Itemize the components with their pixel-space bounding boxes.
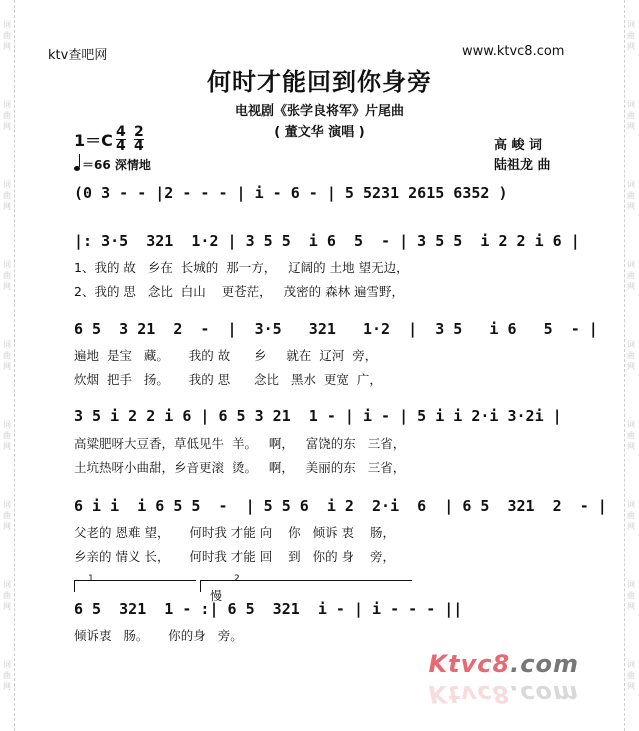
line3-lyric-verse1: 高粱肥呀大豆香，草低见牛 羊。 啊， 富饶的东 三省，: [74, 436, 406, 451]
right-side-watermark-char: 曲: [627, 351, 635, 360]
line5-notation: 6 5 321 1 - :| 6 5 321 i - | i - - - ||: [74, 600, 463, 618]
left-side-watermark-char: 曲: [3, 671, 11, 680]
left-side-watermark-char: 词: [3, 660, 11, 669]
left-side-watermark-char: 网: [3, 282, 11, 291]
line2-lyric-verse2: 炊烟 把手 扬。 我的 思 念比 黑水 更宽 广，: [74, 372, 382, 387]
line1-notation: |: 3·5 321 1·2 | 3 5 5 i 6 5 - | 3 5 5 i 2 2 i 6 |: [74, 232, 580, 250]
slow-marking: 慢: [210, 589, 223, 603]
left-side-watermark-char: 网: [3, 202, 11, 211]
time-signature-4-4: 4 4: [116, 124, 126, 154]
right-side-watermark-char: 曲: [627, 111, 635, 120]
line4-notation: 6 i i i 6 5 5 - | 5 5 6 i 2 2·i 6 | 6 5 321 2 - |: [74, 497, 607, 515]
line4-lyric-verse2: 乡亲的 情义 长， 何时我 才能 回 到 你的 身 旁，: [74, 549, 395, 564]
time-signature-2-4: 2 4: [134, 124, 144, 154]
first-ending-number: 1: [88, 574, 94, 584]
second-ending-number: 2: [234, 574, 240, 584]
right-side-watermark-char: 词: [627, 20, 635, 29]
right-side-watermark-char: 曲: [627, 431, 635, 440]
right-side-watermark-char: 网: [627, 202, 635, 211]
quarter-note-icon: [74, 166, 80, 171]
first-ending-tick: [74, 580, 75, 592]
right-side-watermark-char: 词: [627, 580, 635, 589]
right-side-watermark-char: 曲: [627, 591, 635, 600]
ktvc8-logo-reflection: Ktvc8.com: [428, 680, 579, 708]
line2-notation: 6 5 3 21 2 - | 3·5 321 1·2 | 3 5 i 6 5 - |: [74, 320, 598, 338]
left-side-watermark-char: 网: [3, 122, 11, 131]
left-side-watermark-char: 网: [3, 362, 11, 371]
right-side-watermark-char: 词: [627, 420, 635, 429]
right-side-watermark-char: 网: [627, 362, 635, 371]
lyricist-credit: 高 峻 词: [494, 138, 543, 153]
left-side-watermark-char: 网: [3, 442, 11, 451]
line1-lyric-verse2: 2、我的 思 念比 白山 更苍茫， 茂密的 森林 遍雪野，: [74, 284, 405, 299]
left-side-watermark-char: 词: [3, 500, 11, 509]
tempo-marking: ＝66 深情地: [74, 156, 151, 173]
left-side-watermark-char: 词: [3, 180, 11, 189]
right-side-watermark-char: 曲: [627, 511, 635, 520]
right-side-watermark-char: 网: [627, 42, 635, 51]
intro-notation: (0 3 - - |2 - - - | i - 6 - | 5 5231 2615 6352 ): [74, 184, 508, 202]
right-side-watermark-char: 词: [627, 180, 635, 189]
line1-lyric-verse1: 1、我的 故 乡在 长城的 那一方， 辽阔的 土地 望无边，: [74, 260, 409, 275]
left-side-watermark-char: 网: [3, 522, 11, 531]
line3-lyric-verse2: 土坑热呀小曲甜，乡音更滚 烫。 啊， 美丽的东 三省，: [74, 460, 406, 475]
left-side-watermark-char: 曲: [3, 31, 11, 40]
line3-notation: 3 5 i 2 2 i 6 | 6 5 3 21 1 - | i - | 5 i i 2·i 3·2i |: [74, 407, 562, 425]
left-side-watermark-char: 词: [3, 260, 11, 269]
right-side-watermark-char: 词: [627, 100, 635, 109]
right-side-watermark-char: 曲: [627, 671, 635, 680]
site-url: www.ktvc8.com: [462, 44, 565, 59]
right-side-watermark-char: 网: [627, 122, 635, 131]
song-title: 何时才能回到你身旁: [207, 68, 432, 96]
left-side-watermark-char: 曲: [3, 431, 11, 440]
right-side-watermark-char: 网: [627, 522, 635, 531]
left-side-watermark-char: 曲: [3, 351, 11, 360]
line2-lyric-verse1: 遍地 是宝 藏。 我的 故 乡 就在 辽河 旁，: [74, 348, 378, 363]
line5-lyric: 倾诉衷 肠。 你的身 旁。: [74, 628, 243, 643]
performer: ( 董文华 演唱 ): [274, 125, 365, 140]
right-side-watermark-char: 曲: [627, 271, 635, 280]
left-side-watermark-char: 词: [3, 340, 11, 349]
right-side-watermark-char: 网: [627, 682, 635, 691]
right-side-watermark-char: 词: [627, 260, 635, 269]
second-ending-bracket: [200, 580, 412, 581]
right-side-watermark-char: 网: [627, 282, 635, 291]
key-signature: 1＝C: [74, 131, 113, 150]
left-side-watermark-char: 曲: [3, 191, 11, 200]
left-side-watermark-char: 网: [3, 42, 11, 51]
left-side-watermark-char: 网: [3, 602, 11, 611]
right-side-watermark-char: 词: [627, 340, 635, 349]
song-subtitle: 电视剧《张学良将军》片尾曲: [234, 104, 404, 119]
left-side-watermark-char: 词: [3, 420, 11, 429]
left-side-watermark-char: 曲: [3, 111, 11, 120]
left-side-watermark-char: 曲: [3, 591, 11, 600]
composer-credit: 陆祖龙 曲: [494, 158, 551, 173]
right-side-watermark-char: 词: [627, 660, 635, 669]
right-side-watermark-char: 曲: [627, 31, 635, 40]
right-side-watermark-char: 词: [627, 500, 635, 509]
right-side-watermark-char: 曲: [627, 191, 635, 200]
second-ending-tick: [200, 580, 201, 592]
ktvc8-logo: Ktvc8.com: [428, 650, 579, 678]
right-side-watermark-char: 网: [627, 442, 635, 451]
left-side-watermark-char: 曲: [3, 271, 11, 280]
left-side-watermark-char: 词: [3, 20, 11, 29]
line4-lyric-verse1: 父老的 恩难 望， 何时我 才能 向 你 倾诉 衷 肠，: [74, 525, 395, 540]
right-side-watermark-char: 网: [627, 602, 635, 611]
left-side-watermark-char: 曲: [3, 511, 11, 520]
left-side-watermark-char: 词: [3, 100, 11, 109]
left-side-watermark-char: 网: [3, 682, 11, 691]
site-name: ktv查吧网: [48, 48, 108, 63]
left-side-watermark-char: 词: [3, 580, 11, 589]
